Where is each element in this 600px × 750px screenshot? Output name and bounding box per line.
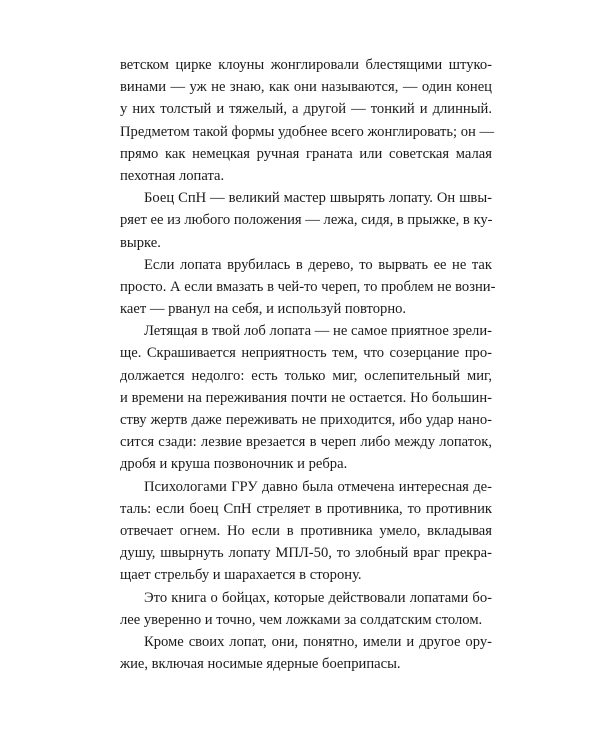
text-line: Психологами ГРУ давно была отмечена интересная де- xyxy=(144,478,492,495)
paragraph xyxy=(120,187,492,254)
text-line: и времени на переживания почти не остается. Но большин- xyxy=(120,389,492,406)
text-line: таль: если боец СпН стреляет в противника, то противник xyxy=(120,500,492,517)
text-line: просто. А если вмазать в чей-то череп, то проблем не возни- xyxy=(120,278,496,295)
text-line: вырке. xyxy=(120,234,161,251)
text-line: Летящая в твой лоб лопата — не самое приятное зрели- xyxy=(144,323,492,340)
text-line: Боец СпН — великий мастер швырять лопату. Он швы- xyxy=(144,190,492,207)
text-line: щает стрельбу и шарахается в сторону. xyxy=(120,567,362,584)
paragraph xyxy=(120,254,496,321)
text-line: сится сзади: лезвие врезается в череп либо между лопаток, xyxy=(120,434,492,451)
text-line: Это книга о бойцах, которые действовали лопатами бо- xyxy=(144,589,492,606)
text-line: ству жертв даже переживать не приходится, ибо удар нано- xyxy=(120,412,492,428)
text-line: душу, швырнуть лопату МПЛ-50, то злобный враг прекра- xyxy=(120,545,492,562)
paragraph xyxy=(120,587,492,631)
paragraph xyxy=(120,54,495,187)
text-line: Если лопата врубилась в дерево, то вырвать ее не так xyxy=(144,256,492,273)
text-line: Кроме своих лопат, они, понятно, имели и другое ору- xyxy=(144,633,492,650)
text-line: дробя и круша позвоночник и ребра. xyxy=(120,456,348,473)
text-line: ветском цирке клоуны жонглировали блестящими штуко- xyxy=(120,57,492,73)
text-line: пехотная лопата. xyxy=(120,167,225,184)
text-line: ряет ее из любого положения — лежа, сидя, в прыжке, в ку- xyxy=(120,212,493,229)
text-line: кает — рванул на себя, и используй повторно. xyxy=(120,301,407,318)
text-line: прямо как немецкая ручная граната или советская малая xyxy=(120,145,492,162)
text-line: у них толстый и тяжелый, а другой — тонкий и длинный. xyxy=(120,101,492,118)
text-line: должается недолго: есть только миг, ослепительный миг, xyxy=(120,367,492,384)
body-text xyxy=(120,54,496,675)
text-line: Предметом такой формы удобнее всего жонглировать; он — xyxy=(120,123,495,140)
paragraph xyxy=(120,320,492,475)
text-line: жие, включая носимые ядерные боеприпасы. xyxy=(120,656,401,673)
text-line: винами — уж не знаю, как они называются, — один конец xyxy=(120,79,492,96)
text-line: лее уверенно и точно, чем ложками за солдатским столом. xyxy=(120,611,483,628)
paragraph xyxy=(120,476,492,587)
text-line: ще. Скрашивается неприятность тем, что созерцание про- xyxy=(120,345,492,362)
paragraph xyxy=(120,631,492,675)
text-line: отвечает огнем. Но если в противника умело, вкладывая xyxy=(120,522,492,539)
